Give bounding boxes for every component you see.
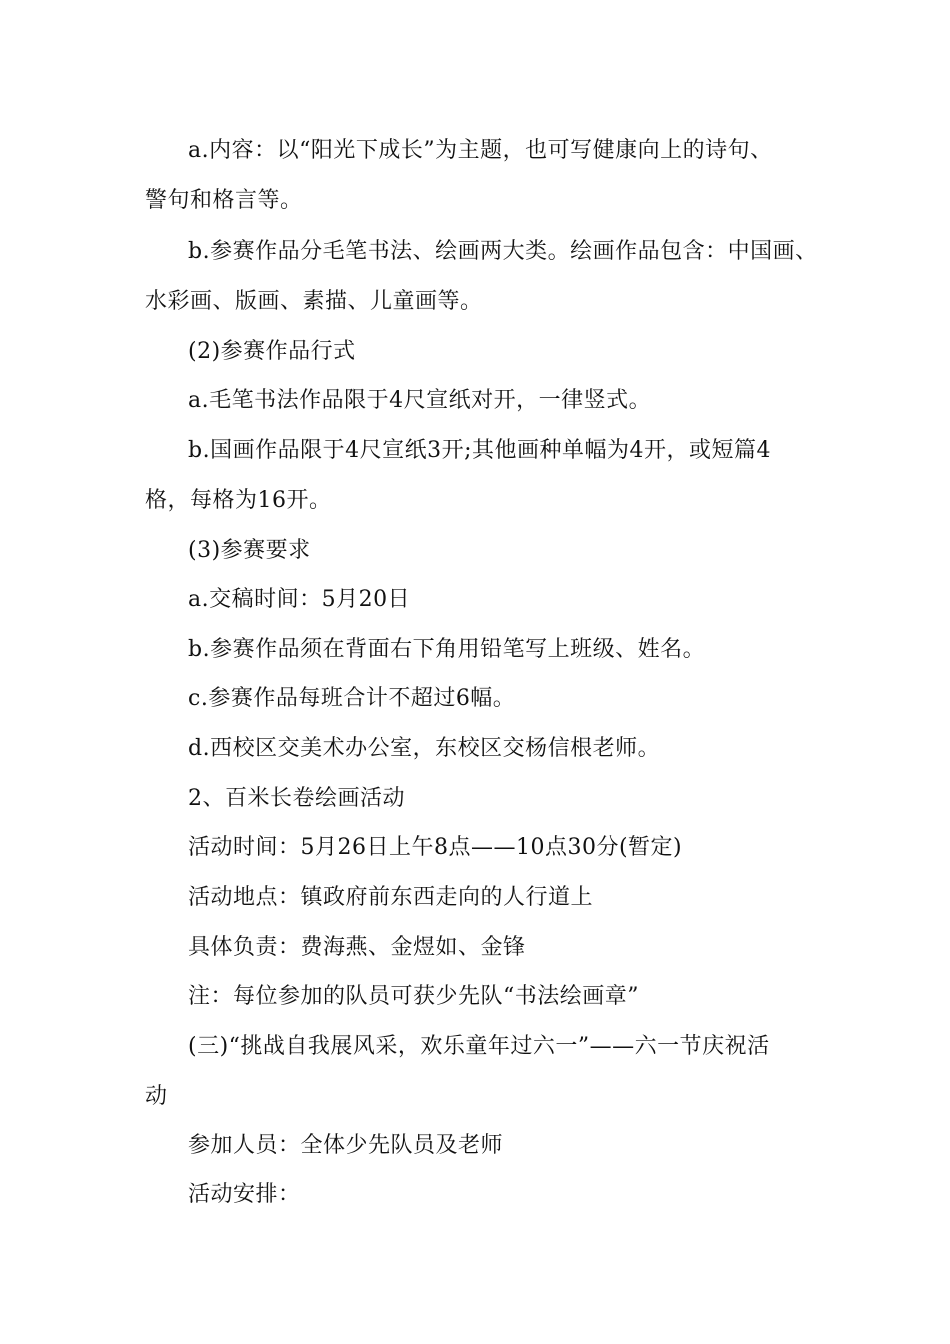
format-item-b-line2: 格，每格为16开。	[145, 488, 332, 513]
content-item-a-line1: a.内容：以“阳光下成长”为主题，也可写健康向上的诗句、	[188, 138, 773, 163]
format-item-a: a.毛笔书法作品限于4尺宣纸对开，一律竖式。	[188, 388, 652, 413]
section-heading-childrens-day-line1: (三)“挑战自我展风采，欢乐童年过六一”——六一节庆祝活	[188, 1034, 770, 1059]
content-item-b-line2: 水彩画、版画、素描、儿童画等。	[145, 289, 483, 314]
format-item-b-line1: b.国画作品限于4尺宣纸3开;其他画种单幅为4开，或短篇4	[188, 438, 771, 463]
requirement-item-d: d.西校区交美术办公室，东校区交杨信根老师。	[188, 736, 661, 761]
content-item-b-line1: b.参赛作品分毛笔书法、绘画两大类。绘画作品包含：中国画、	[188, 239, 818, 264]
participants: 参加人员：全体少先队员及老师	[188, 1133, 504, 1158]
activity-location: 活动地点：镇政府前东西走向的人行道上	[188, 885, 594, 910]
section-heading-format: (2)参赛作品行式	[188, 339, 356, 364]
requirement-item-b: b.参赛作品须在背面右下角用铅笔写上班级、姓名。	[188, 637, 706, 662]
section-heading-childrens-day-line2: 动	[145, 1084, 168, 1109]
section-heading-requirements: (3)参赛要求	[188, 538, 311, 563]
requirement-item-c: c.参赛作品每班合计不超过6幅。	[188, 686, 516, 711]
section-heading-scroll-painting: 2、百米长卷绘画活动	[188, 786, 405, 811]
activity-note: 注：每位参加的队员可获少先队“书法绘画章”	[188, 984, 639, 1009]
activity-time: 活动时间：5月26日上午8点——10点30分(暂定)	[188, 835, 683, 860]
requirement-item-a: a.交稿时间：5月20日	[188, 587, 411, 612]
content-item-a-line2: 警句和格言等。	[145, 188, 303, 213]
activity-responsible: 具体负责：费海燕、金煜如、金锋	[188, 935, 526, 960]
activity-arrangement: 活动安排：	[188, 1182, 301, 1207]
